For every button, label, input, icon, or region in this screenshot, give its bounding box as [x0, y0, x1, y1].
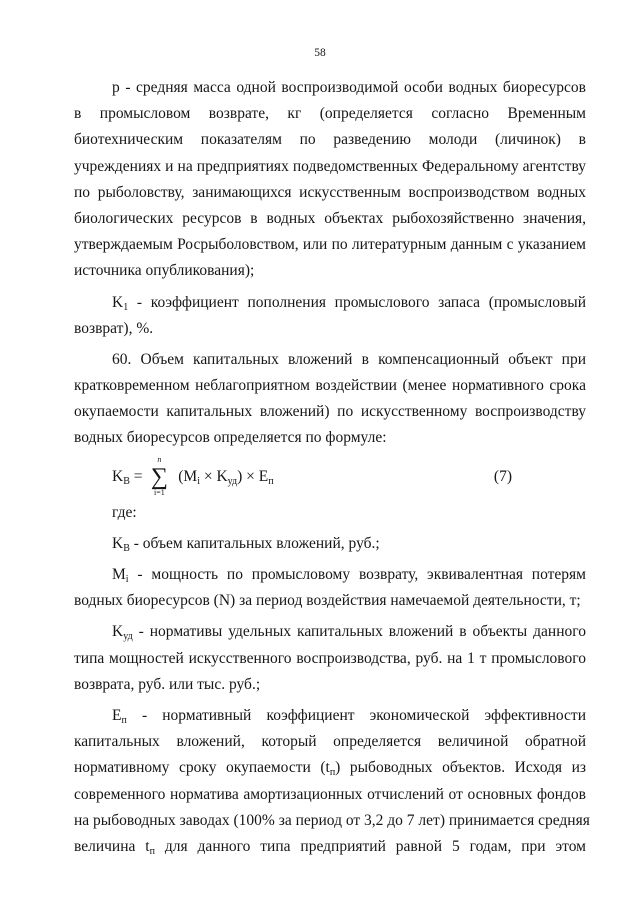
- definition-kud: [74, 619, 586, 698]
- text-line: $K_1$ - коэффициент пополнения промыслового запаса (промысловый: [112, 293, 586, 313]
- text-line: современного норматива амортизационных отчислений от основных фондов: [74, 785, 586, 803]
- where-label: где:: [112, 503, 137, 521]
- definition-mi: [74, 562, 586, 614]
- text-line: р - средняя масса одной воспроизводимой особи водных биоресурсов: [112, 79, 586, 96]
- text-line: кратковременном неблагоприятном воздействии (менее нормативного срока: [74, 377, 586, 395]
- text-line: в промысловом возврате, кг (определяется согласно Временным: [74, 105, 586, 123]
- definition-en: [74, 703, 590, 860]
- formula-lhs: $K_B$: [112, 467, 130, 487]
- text-line: водных биоресурсов (N) за период воздействия намечаемой деятельности, т;: [74, 592, 581, 610]
- text-line: 60. Объем капитальных вложений в компенсационный объект при: [112, 350, 586, 368]
- text-line: $K_{уд}$ - нормативы удельных капитальных вложений в объекты данного: [112, 623, 586, 643]
- text-line: возврат), %.: [74, 319, 154, 337]
- text-line: биотехническим показателям по разведению молоди (личинок) в: [74, 131, 586, 149]
- text-line: величина $t_п$ для данного типа предприятий равной 5 годам, при этом: [74, 837, 586, 857]
- text-line: биологических ресурсов в водных объектах рыбохозяйственно значения,: [74, 209, 586, 227]
- summation-sign: n ∑ i=1: [150, 455, 168, 498]
- text-line: утверждаемым Росрыболовством, или по литературным данным с указанием: [74, 236, 586, 254]
- text-line: окупаемости капитальных вложений) по искусственному воспроизводству: [74, 403, 586, 421]
- text-line: $E_п$ - нормативный коэффициент экономической эффективности: [112, 706, 586, 726]
- paragraph-k1: [74, 290, 586, 342]
- formula-number: (7): [493, 467, 512, 485]
- text-line: на рыбоводных заводах (100% за период от 3,2 до 7 лет) принимается средняя: [74, 811, 590, 829]
- text-line: водных биоресурсов определяется по формуле:: [74, 429, 387, 447]
- text-line: по рыболовству, занимающихся искусственным воспроизводством водных: [74, 183, 586, 201]
- definition-kb: $K_B$ - объем капитальных вложений, руб.;: [112, 534, 380, 554]
- text-line: нормативному сроку окупаемости $(t_п)$ рыбоводных объектов. Исходя из: [74, 759, 587, 779]
- document-body: [74, 75, 590, 860]
- paragraph-p: [74, 75, 586, 285]
- text-line: учреждениях и на предприятиях подведомственных Федеральному агентству: [74, 157, 586, 175]
- text-line: источника опубликования);: [74, 262, 255, 280]
- page-number: 58: [314, 47, 326, 59]
- text-line: возврата, руб. или тыс. руб.;: [74, 675, 261, 693]
- text-line: капитальных вложений, который определяется величиной обратной: [74, 733, 586, 751]
- k1-symbol: $K_1$: [112, 293, 129, 313]
- text-line: типа мощностей искусственного воспроизводства, руб. на 1 т промыслового: [74, 649, 586, 667]
- formula-7: $K_B$ = n ∑ i=1 $(M_i \times K_{уд}) \times E_п$ (7): [112, 455, 512, 498]
- text-line: $M_i$ - мощность по промысловому возврату, эквивалентная потерям: [112, 566, 586, 585]
- paragraph-60: [74, 347, 586, 452]
